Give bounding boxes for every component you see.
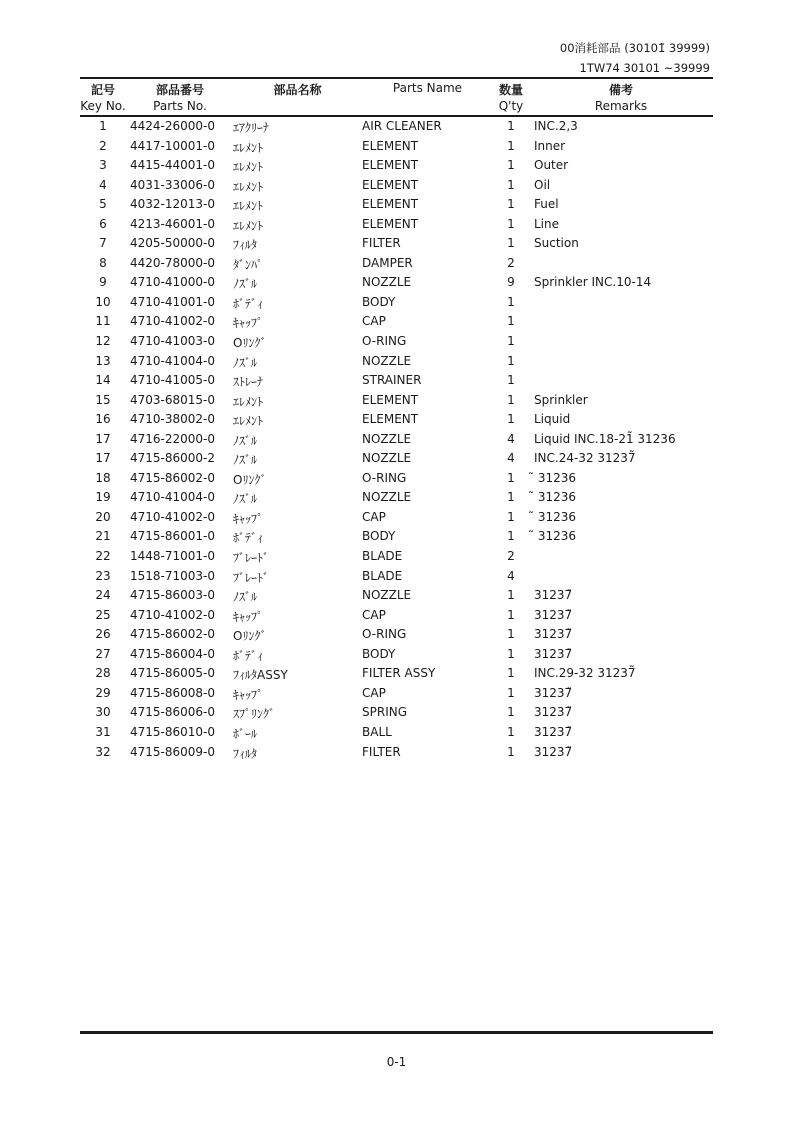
- row-part-name-jp: ﾎﾞﾃﾞｨ: [233, 296, 264, 311]
- table-row: [0, 332, 793, 352]
- table-row: [0, 215, 793, 235]
- row-quantity: 1: [507, 646, 515, 661]
- row-quantity: 1: [507, 685, 515, 700]
- row-key-no: 18: [95, 470, 111, 485]
- row-quantity: 1: [507, 724, 515, 739]
- row-remarks: Liquid: [534, 412, 571, 427]
- row-part-number: 4031-33006-0: [130, 177, 216, 192]
- row-part-number: 4417-10001-0: [130, 138, 216, 153]
- row-remarks: 31237̃: [534, 744, 573, 759]
- row-quantity: 1: [507, 197, 515, 212]
- table-row: [0, 527, 793, 547]
- row-part-name-en: FILTER: [362, 236, 401, 251]
- row-part-name-en: ELEMENT: [362, 412, 419, 427]
- row-part-name-en: ELEMENT: [362, 177, 419, 192]
- row-key-no: 19: [95, 490, 111, 505]
- row-quantity: 4: [507, 431, 515, 446]
- row-part-name-en: CAP: [362, 685, 386, 700]
- table-row: [0, 488, 793, 508]
- table-row: [0, 684, 793, 704]
- row-remarks: ̃ 31236: [534, 529, 576, 544]
- row-part-name-jp: ﾌｨﾙﾀASSY: [233, 668, 288, 683]
- page-number: 0-1: [386, 1055, 407, 1069]
- row-part-name-en: CAP: [362, 314, 386, 329]
- row-part-number: 4716-22000-0: [130, 431, 216, 446]
- row-part-number: 4710-41002-0: [130, 509, 216, 524]
- row-part-number: 4415-44001-0: [130, 158, 216, 173]
- row-remarks: ̃ 31236: [534, 509, 576, 524]
- col-qty-jp: 数量: [498, 83, 523, 97]
- table-row: [0, 137, 793, 157]
- row-part-name-jp: ｴﾚﾒﾝﾄ: [233, 414, 264, 429]
- row-remarks: 31237̃: [534, 724, 573, 739]
- table-row: [0, 645, 793, 665]
- table-row: [0, 117, 793, 137]
- row-part-name-jp: ｷｬｯﾌﾟ: [233, 687, 264, 702]
- row-part-name-en: BALL: [362, 724, 392, 739]
- row-remarks: INC.29-32 31237̃: [534, 666, 636, 681]
- row-remarks: 31237̃: [534, 646, 573, 661]
- row-part-name-jp: ｷｬｯﾌﾟ: [233, 609, 264, 624]
- row-part-name-jp: ｷｬｯﾌﾟ: [233, 511, 264, 526]
- row-part-name-en: ELEMENT: [362, 392, 419, 407]
- row-key-no: 20: [95, 509, 111, 524]
- section-title: 00消耗部品 (30101̃ 39999): [559, 41, 710, 55]
- table-row: [0, 234, 793, 254]
- row-quantity: 1: [507, 470, 515, 485]
- row-part-number: 4715-86003-0: [130, 588, 216, 603]
- row-part-name-en: BLADE: [362, 549, 403, 564]
- row-part-name-jp: ﾉｽﾞﾙ: [233, 355, 258, 370]
- row-key-no: 14: [95, 373, 111, 388]
- table-row: [0, 606, 793, 626]
- row-part-number: 4710-38002-0: [130, 412, 216, 427]
- col-name-en: Parts Name: [392, 81, 463, 95]
- row-part-name-en: NOZZLE: [362, 275, 412, 290]
- row-part-number: 4205-50000-0: [130, 236, 216, 251]
- row-part-number: 4715-86010-0: [130, 724, 216, 739]
- row-key-no: 21: [95, 529, 111, 544]
- row-part-number: 4710-41002-0: [130, 314, 216, 329]
- row-quantity: 1: [507, 392, 515, 407]
- row-key-no: 7: [99, 236, 107, 251]
- row-part-number: 4715-86009-0: [130, 744, 216, 759]
- parts-table-body: [0, 117, 793, 762]
- row-part-number: 4710-41002-0: [130, 607, 216, 622]
- row-part-name-jp: ﾉｽﾞﾙ: [233, 492, 258, 507]
- row-remarks: Sprinkler: [534, 392, 588, 407]
- row-part-number: 4710-41004-0: [130, 490, 216, 505]
- row-part-number: 4715-86004-0: [130, 646, 216, 661]
- col-qty-en: Q'ty: [498, 99, 524, 113]
- row-quantity: 1: [507, 412, 515, 427]
- table-row: [0, 508, 793, 528]
- row-key-no: 30: [95, 705, 111, 720]
- table-row: [0, 176, 793, 196]
- row-part-name-en: BODY: [362, 646, 396, 661]
- row-part-name-jp: ｴﾚﾒﾝﾄ: [233, 199, 264, 214]
- row-part-name-en: ELEMENT: [362, 197, 419, 212]
- row-key-no: 22: [95, 549, 111, 564]
- row-part-name-en: FILTER: [362, 744, 401, 759]
- row-part-number: 4715-86001-0: [130, 529, 216, 544]
- row-part-number: 4710-41005-0: [130, 373, 216, 388]
- row-part-name-en: BODY: [362, 529, 396, 544]
- row-key-no: 10: [95, 294, 111, 309]
- table-row: [0, 567, 793, 587]
- row-part-number: 4710-41004-0: [130, 353, 216, 368]
- row-key-no: 28: [95, 666, 111, 681]
- col-partno-en: Parts No.: [153, 99, 207, 113]
- row-part-number: 4715-86002-0: [130, 470, 216, 485]
- row-quantity: 2: [507, 549, 515, 564]
- row-part-name-en: ELEMENT: [362, 216, 419, 231]
- row-part-name-en: NOZZLE: [362, 451, 412, 466]
- row-part-name-jp: ﾌﾞﾚｰﾄﾞ: [233, 570, 270, 585]
- row-part-number: 4715-86002-0: [130, 627, 216, 642]
- row-remarks: Fuel: [534, 197, 559, 212]
- row-key-no: 9: [99, 275, 107, 290]
- row-part-name-en: NOZZLE: [362, 490, 412, 505]
- row-key-no: 5: [99, 197, 107, 212]
- row-remarks: Inner: [534, 138, 566, 153]
- row-remarks: Sprinkler INC.10-14: [534, 275, 652, 290]
- row-part-name-jp: ﾉｽﾞﾙ: [233, 453, 258, 468]
- row-quantity: 1: [507, 529, 515, 544]
- row-part-name-jp: ｽﾌﾟﾘﾝｸﾞ: [233, 707, 276, 722]
- row-key-no: 23: [95, 568, 111, 583]
- row-quantity: 1: [507, 294, 515, 309]
- row-part-number: 4715-86005-0: [130, 666, 216, 681]
- row-quantity: 2: [507, 255, 515, 270]
- row-key-no: 25: [95, 607, 111, 622]
- row-part-number: 4420-78000-0: [130, 255, 216, 270]
- row-part-name-jp: ｴﾚﾒﾝﾄ: [233, 179, 264, 194]
- row-key-no: 17: [95, 451, 111, 466]
- row-quantity: 1: [507, 119, 515, 133]
- row-part-name-jp: ｴﾚﾒﾝﾄ: [233, 394, 264, 409]
- table-row: [0, 273, 793, 293]
- row-quantity: 1: [507, 588, 515, 603]
- row-quantity: 1: [507, 373, 515, 388]
- row-part-number: 4703-68015-0: [130, 392, 216, 407]
- row-part-name-jp: ｴﾚﾒﾝﾄ: [233, 160, 264, 175]
- row-remarks: Line: [534, 216, 560, 231]
- row-remarks: 31237̃: [534, 627, 573, 642]
- row-part-name-jp: Oﾘﾝｸﾞ: [233, 336, 267, 351]
- row-remarks: ̃ 31236: [534, 490, 576, 505]
- row-part-name-en: BODY: [362, 294, 396, 309]
- row-quantity: 1: [507, 666, 515, 681]
- row-part-name-jp: ｷｬｯﾌﾟ: [233, 316, 264, 331]
- col-name-jp: 部品名称: [273, 83, 322, 97]
- row-key-no: 1: [99, 119, 107, 133]
- row-part-name-jp: ｴﾚﾒﾝﾄ: [233, 218, 264, 233]
- row-quantity: 1: [507, 334, 515, 349]
- row-key-no: 27: [95, 646, 111, 661]
- col-key-en: Key No.: [80, 99, 126, 113]
- table-row: [0, 703, 793, 723]
- row-quantity: 1: [507, 216, 515, 231]
- row-quantity: 1: [507, 177, 515, 192]
- table-row: [0, 195, 793, 215]
- row-part-name-en: SPRING: [362, 705, 408, 720]
- table-row: [0, 430, 793, 450]
- row-part-name-jp: ﾀﾞﾝﾊﾟ: [233, 257, 264, 272]
- model-serial-range: 1TW74 30101 ~39999: [579, 61, 710, 75]
- row-part-name-jp: Oﾘﾝｸﾞ: [233, 472, 267, 487]
- col-remarks-en: Remarks: [594, 99, 648, 113]
- row-key-no: 6: [99, 216, 107, 231]
- footer-rule: [80, 1031, 713, 1034]
- row-part-number: 4715-86008-0: [130, 685, 216, 700]
- row-quantity: 9: [507, 275, 515, 290]
- row-quantity: 1: [507, 627, 515, 642]
- row-remarks: INC.24-32 31237̃: [534, 451, 636, 466]
- row-part-number: 4710-41001-0: [130, 294, 216, 309]
- row-part-name-en: NOZZLE: [362, 353, 412, 368]
- row-remarks: Suction: [534, 236, 579, 251]
- row-part-name-jp: ﾎﾞﾃﾞｨ: [233, 531, 264, 546]
- row-part-name-jp: ﾌﾞﾚｰﾄﾞ: [233, 551, 270, 566]
- row-part-number: 1448-71001-0: [130, 549, 216, 564]
- table-row: [0, 664, 793, 684]
- row-quantity: 4: [507, 451, 515, 466]
- table-row: [0, 586, 793, 606]
- table-row: [0, 352, 793, 372]
- table-row: [0, 293, 793, 313]
- row-part-name-en: O-RING: [362, 334, 407, 349]
- table-row: [0, 254, 793, 274]
- row-remarks: 31237̃: [534, 705, 573, 720]
- row-quantity: 4: [507, 568, 515, 583]
- row-part-name-en: FILTER ASSY: [362, 666, 436, 681]
- row-key-no: 13: [95, 353, 111, 368]
- row-key-no: 29: [95, 685, 111, 700]
- table-row: [0, 312, 793, 332]
- row-key-no: 15: [95, 392, 111, 407]
- row-remarks: Outer: [534, 158, 569, 173]
- row-remarks: ̃ 31236: [534, 470, 576, 485]
- table-row: [0, 410, 793, 430]
- row-key-no: 8: [99, 255, 107, 270]
- row-quantity: 1: [507, 158, 515, 173]
- row-part-name-en: AIR CLEANER: [362, 119, 442, 133]
- row-part-name-jp: ﾎﾞﾃﾞｨ: [233, 648, 264, 663]
- row-part-number: 4424-26000-0: [130, 119, 216, 133]
- row-remarks: 31237̃: [534, 588, 573, 603]
- row-part-number: 4715-86006-0: [130, 705, 216, 720]
- table-row: [0, 743, 793, 763]
- row-remarks: INC.2,3: [534, 119, 578, 133]
- row-part-number: 4715-86000-2: [130, 451, 216, 466]
- table-row: [0, 469, 793, 489]
- row-part-name-jp: ﾉｽﾞﾙ: [233, 590, 258, 605]
- row-quantity: 1: [507, 509, 515, 524]
- row-quantity: 1: [507, 236, 515, 251]
- row-quantity: 1: [507, 607, 515, 622]
- row-part-name-jp: Oﾘﾝｸﾞ: [233, 629, 267, 644]
- row-key-no: 3: [99, 158, 107, 173]
- row-key-no: 4: [99, 177, 107, 192]
- row-part-name-en: ELEMENT: [362, 138, 419, 153]
- row-key-no: 32: [95, 744, 111, 759]
- table-row: [0, 547, 793, 567]
- row-part-name-en: STRAINER: [362, 373, 422, 388]
- row-quantity: 1: [507, 744, 515, 759]
- row-key-no: 2: [99, 138, 107, 153]
- row-quantity: 1: [507, 314, 515, 329]
- top-rule: [80, 77, 713, 79]
- row-part-name-jp: ｽﾄﾚｰﾅ: [233, 375, 264, 390]
- row-part-number: 4710-41003-0: [130, 334, 216, 349]
- row-part-name-jp: ﾌｨﾙﾀ: [233, 746, 258, 761]
- row-part-name-jp: ｴｱｸﾘｰﾅ: [233, 121, 270, 135]
- row-key-no: 17: [95, 431, 111, 446]
- row-part-name-en: CAP: [362, 607, 386, 622]
- row-part-name-jp: ﾌｨﾙﾀ: [233, 238, 258, 253]
- row-key-no: 31: [95, 724, 111, 739]
- row-part-name-en: CAP: [362, 509, 386, 524]
- row-part-name-jp: ﾎﾞｰﾙ: [233, 726, 258, 741]
- row-part-name-en: DAMPER: [362, 255, 413, 270]
- row-part-number: 4213-46001-0: [130, 216, 216, 231]
- row-key-no: 16: [95, 412, 111, 427]
- table-row: [0, 449, 793, 469]
- row-part-number: 1518-71003-0: [130, 568, 216, 583]
- row-part-name-en: O-RING: [362, 627, 407, 642]
- table-row: [0, 625, 793, 645]
- row-part-name-jp: ﾉｽﾞﾙ: [233, 433, 258, 448]
- row-remarks: Liquid INC.18-21̃ 31236: [534, 431, 676, 446]
- row-quantity: 1: [507, 138, 515, 153]
- row-key-no: 26: [95, 627, 111, 642]
- row-part-name-en: ELEMENT: [362, 158, 419, 173]
- row-quantity: 1: [507, 705, 515, 720]
- col-remarks-jp: 備考: [608, 83, 633, 97]
- row-part-number: 4710-41000-0: [130, 275, 216, 290]
- table-row: [0, 156, 793, 176]
- row-part-name-jp: ｴﾚﾒﾝﾄ: [233, 140, 264, 155]
- row-remarks: Oil: [534, 177, 551, 192]
- table-row: [0, 371, 793, 391]
- row-key-no: 11: [95, 314, 111, 329]
- row-quantity: 1: [507, 353, 515, 368]
- row-key-no: 12: [95, 334, 111, 349]
- row-part-number: 4032-12013-0: [130, 197, 216, 212]
- row-remarks: 31237̃: [534, 685, 573, 700]
- row-part-name-en: NOZZLE: [362, 431, 412, 446]
- row-quantity: 1: [507, 490, 515, 505]
- table-row: [0, 723, 793, 743]
- row-part-name-en: BLADE: [362, 568, 403, 583]
- row-remarks: 31237̃: [534, 607, 573, 622]
- row-part-name-en: NOZZLE: [362, 588, 412, 603]
- col-partno-jp: 部品番号: [155, 83, 204, 97]
- row-part-name-jp: ﾉｽﾞﾙ: [233, 277, 258, 292]
- row-key-no: 24: [95, 588, 111, 603]
- row-part-name-en: O-RING: [362, 470, 407, 485]
- col-key-jp: 記号: [90, 83, 115, 97]
- table-row: [0, 391, 793, 411]
